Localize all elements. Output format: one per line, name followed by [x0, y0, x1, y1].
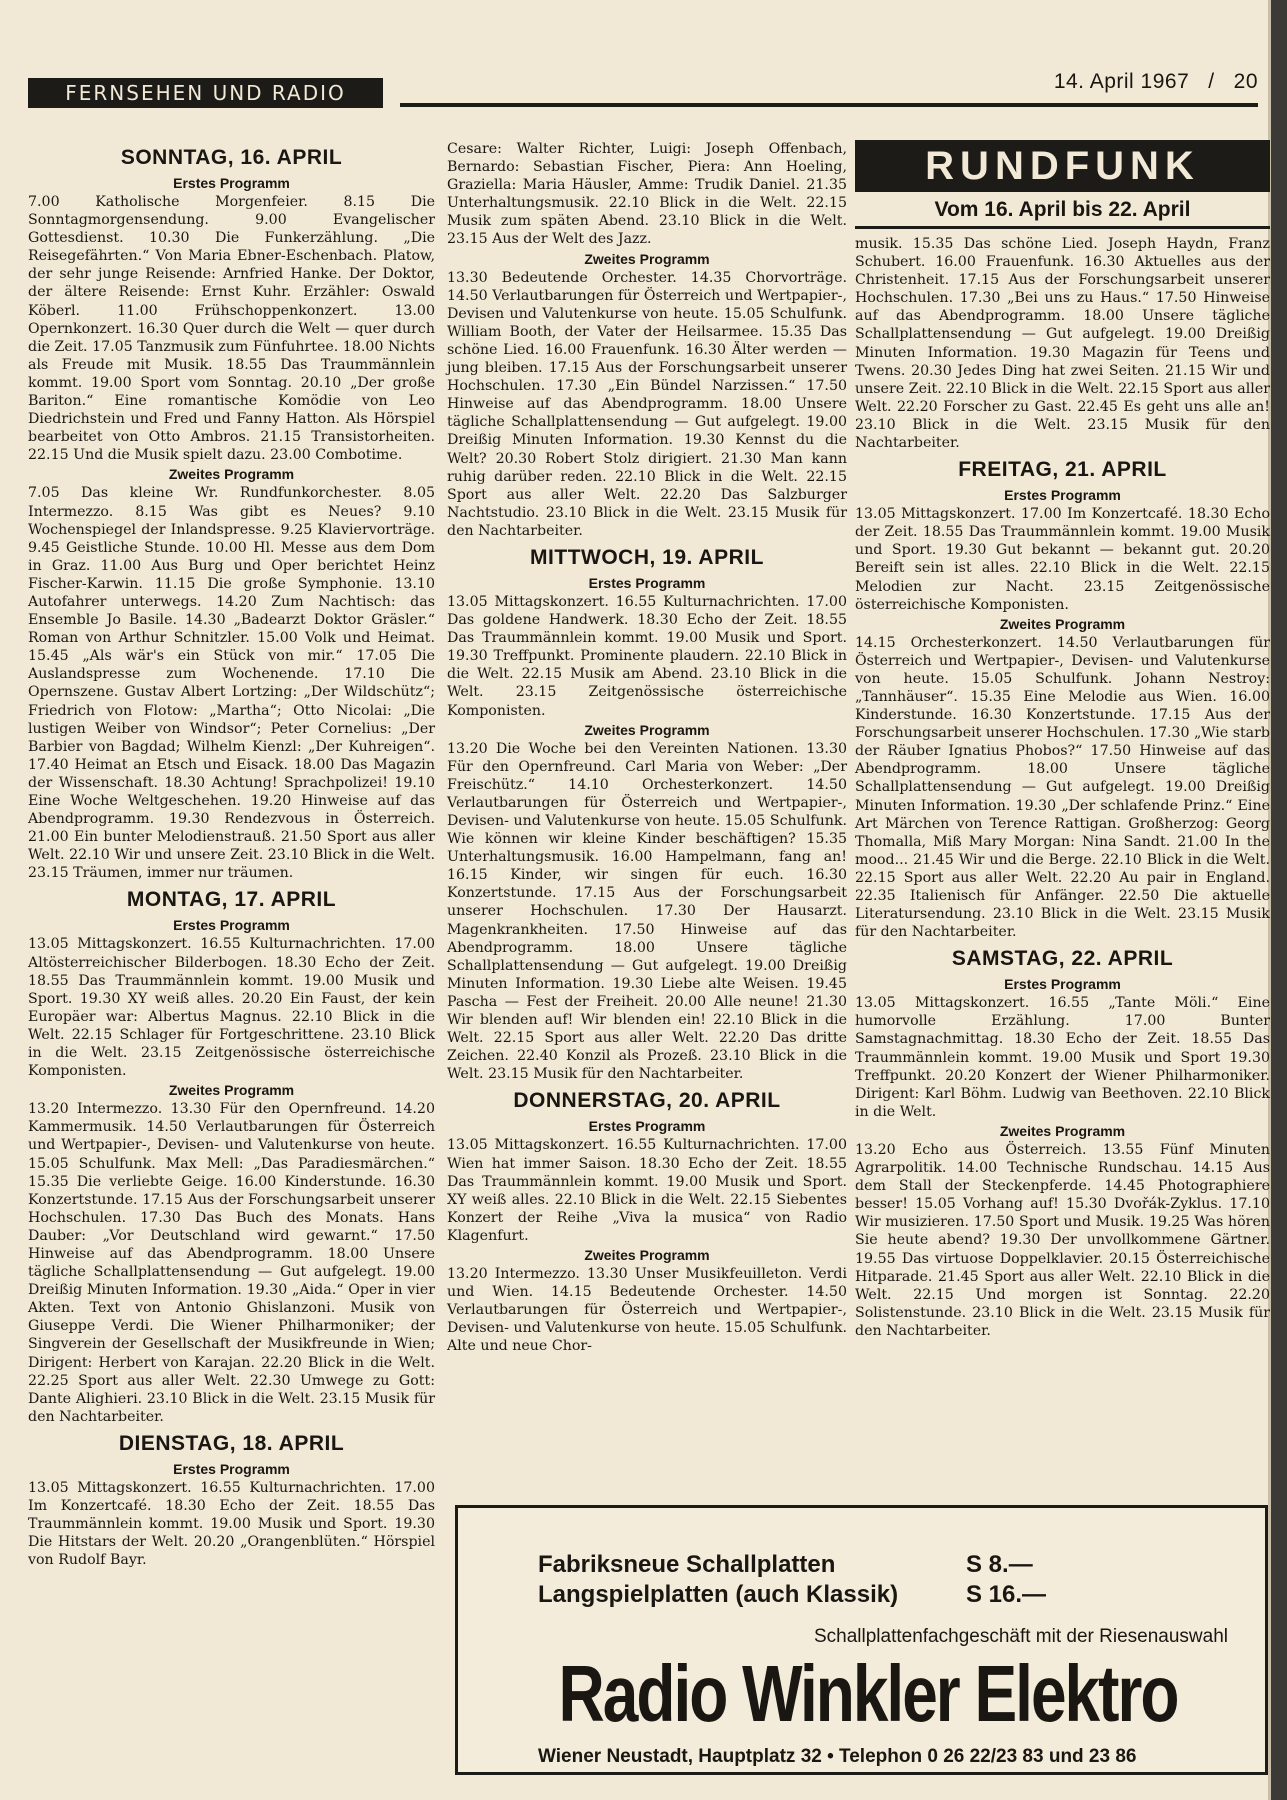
- day-heading-donnerstag: DONNERSTAG, 20. APRIL: [513, 1089, 781, 1113]
- program-label: Erstes Programm: [173, 917, 290, 934]
- program-label: Erstes Programm: [1004, 487, 1121, 504]
- program-label: Zweites Programm: [999, 615, 1126, 632]
- day-heading-samstag: SAMSTAG, 22. APRIL: [951, 947, 1174, 971]
- issue-date: 14. April 1967: [1053, 70, 1190, 93]
- program-label: Erstes Programm: [173, 1460, 290, 1477]
- ad-tagline: Schallplattenfachgeschäft mit der Riesenauswahl: [813, 1626, 1228, 1647]
- page-edge: [1271, 0, 1287, 1800]
- column-1: [28, 140, 435, 1569]
- advertisement: [455, 1505, 1268, 1775]
- program-listing: 13.20 Intermezzo. 13.30 Für den Opernfreund. 14.20 Kammermusik. 14.50 Verlautbarungen für Österreich und Wertpapier-, Devisen- und Valutenkurse von heute. 15.05 Schulfunk. Max Mell: „Das Paradiesmärchen.“ 15.35 Die verliebte Geige. 16.00 Kinderstunde. 16.30 Konzertstunde. 17.15 Aus der Forschungsarbeit unserer Hochschulen. 17.30 Das Buch des Monats. Hans Dauber: „Vor Deutschland wird gewarnt.“ 17.50 Hinweise auf das Abendprogramm. 18.00 Unsere tägliche Schallplattensendung — Gut aufgelegt. 19.00 Dreißig Minuten Information. 19.30 „Aida.“ Oper in vier Akten. Text von Antonio Ghislanzoni. Musik von Giuseppe Verdi. Die Wiener Philharmoniker; der Singverein der Gesellschaft der Musikfreunde in Wien; Dirigent: Herbert von Karajan. 22.20 Blick in die Welt. 22.25 Sport aus aller Welt. 22.30 Umwege zu Gott: Dante Alighieri. 23.10 Blick in die Welt. 23.15 Musik für den Nachtarbeiter.: [28, 1101, 435, 1425]
- program-listing: 7.00 Katholische Morgenfeier. 8.15 Die Sonntagmorgensendung. 9.00 Evangelischer Gottesdienst. 10.30 Die Funkerzählung. „Die Reisegefährten.“ Von Maria Ebner-Eschenbach. Platow, der sehr junge Reisende: Arnfried Hanke. Der Doktor, der ältere Reisende: Ernst Kuhr. Erzähler: Oswald Köberl. 11.00 Frühschoppenkonzert. 13.00 Opernkonzert. 16.30 Quer durch die Welt — quer durch die Zeit. 17.05 Tanzmusik zum Fünfuhrtee. 18.00 Nichts als Freude mit Musik. 18.55 Das Traummännlein kommt. 19.00 Sport vom Sonntag. 20.10 „Der große Bariton.“ Eine romantische Komödie von Leo Diedrichstein und Fred und Fanny Hatton. Als Hörspiel bearbeitet von Otto Ambros. 21.15 Transistorheiten. 22.15 Und die Musik spielt dazu. 23.00 Combotime.: [28, 194, 435, 464]
- program-label: Erstes Programm: [588, 1118, 706, 1135]
- ad-line-lp: Langspielplatten (auch Klassik): [538, 1581, 899, 1608]
- rundfunk-title: RUNDFUNK: [855, 140, 1270, 192]
- day-heading-freitag: FREITAG, 21. APRIL: [958, 458, 1167, 482]
- program-listing: 13.20 Die Woche bei den Vereinten Nationen. 13.30 Für den Opernfreund. Carl Maria von Weber: „Der Freischütz.“ 14.10 Orchesterkonzert. 14.50 Verlautbarungen für Österreich und Wertpapier-, Devisen- und Valutenkurse von heute. 15.05 Schulfunk. Wie können wir kleine Kinder beschäftigen? 15.35 Unterhaltungsmusik. 16.00 Hampelmann, fang an! 16.15 Kinder, wir singen für euch. 16.30 Konzertstunde. 17.15 Aus der Forschungsarbeit unserer Hochschulen. 17.30 Der Hausarzt. Magenkrankheiten. 17.50 Hinweise auf das Abendprogramm. 18.00 Unsere tägliche Schallplattensendung — Gut aufgelegt. 19.00 Dreißig Minuten Information. 19.30 Liebe alte Weisen. 19.45 Pascha — Fest der Freiheit. 20.00 Alle neune! 21.30 Wir blenden auf! Wir blenden ein! 22.10 Blick in die Welt. 22.15 Sport aus aller Welt. 22.20 Das dritte Zeichen. 22.40 Konzil als Prozeß. 23.10 Blick in die Welt. 23.15 Musik für den Nachtarbeiter.: [447, 740, 847, 1083]
- ad-address: Wiener Neustadt, Hauptplatz 32 • Telephon 0 26 22/23 83 und 23 86: [538, 1746, 1137, 1767]
- ad-store-name: Radio Winkler Elektro: [558, 1648, 1178, 1739]
- header-rule: [400, 103, 1258, 107]
- rundfunk-subtitle: Vom 16. April bis 22. April: [934, 198, 1191, 221]
- program-label: Erstes Programm: [588, 574, 706, 591]
- day-heading-mittwoch: MITTWOCH, 19. APRIL: [530, 545, 764, 569]
- rundfunk-rule: [855, 226, 1270, 229]
- program-listing: 13.05 Mittagskonzert. 17.00 Im Konzertcafé. 18.30 Echo der Zeit. 18.55 Das Traummännlein kommt. 19.00 Musik und Sport. 19.30 Gut bekannt — bekannt gut. 20.20 Bereift sein ist alles. 22.10 Blick in die Welt. 22.15 Melodien zur Nacht. 23.15 Zeitgenössische österreichische Komponisten.: [855, 506, 1270, 613]
- page-number: 20: [1233, 70, 1258, 93]
- program-listing: 13.05 Mittagskonzert. 16.55 Kulturnachrichten. 17.00 Wien hat immer Saison. 18.30 Echo der Zeit. 18.55 Das Traummännlein kommt. 19.00 Musik und Sport. XY weiß alles. 22.10 Blick in die Welt. 22.15 Siebentes Konzert der Reihe „Viva la musica“ von Radio Klagenfurt.: [447, 1137, 847, 1244]
- program-listing: 13.05 Mittagskonzert. 16.55 Kulturnachrichten. 17.00 Das goldene Handwerk. 18.30 Echo der Zeit. 18.55 Das Traummännlein kommt. 19.00 Musik und Sport. 19.30 Treffpunkt. Prominente plaudern. 22.10 Blick in die Welt. 22.15 Musik am Abend. 23.10 Blick in die Welt. 23.15 Zeitgenössische österreichische Komponisten.: [447, 593, 847, 719]
- ad-price-records: S 8.—: [966, 1551, 1033, 1578]
- column-3: [855, 140, 1270, 1340]
- program-listing: 13.05 Mittagskonzert. 16.55 „Tante Möli.“ Eine humorvolle Erzählung. 17.00 Bunter Samstagnachmittag. 18.30 Echo der Zeit. 18.55 Das Traummännlein kommt. 19.00 Musik und Sport 19.30 Treffpunkt. 20.20 Konzert der Wiener Philharmoniker. Dirigent: Karl Böhm. Ludwig van Beethoven. 22.10 Blick in die Welt.: [855, 995, 1270, 1120]
- program-label: Zweites Programm: [584, 1246, 710, 1263]
- section-label: FERNSEHEN UND RADIO: [28, 78, 383, 108]
- program-label: Erstes Programm: [1004, 976, 1121, 993]
- program-listing: 13.05 Mittagskonzert. 16.55 Kulturnachrichten. 17.00 Altösterreichischer Bilderbogen. 18.30 Echo der Zeit. 18.55 Das Traummännlein kommt. 19.00 Musik und Sport. 19.30 XY weiß alles. 20.20 Ein Faust, der kein Europäer war: Albertus Magnus. 22.10 Blick in die Welt. 22.15 Schlager für Fortgeschrittene. 23.10 Blick in die Welt. 23.15 Zeitgenössische österreichische Komponisten.: [28, 936, 435, 1080]
- day-heading-sonntag: SONNTAG, 16. APRIL: [120, 146, 343, 169]
- publication-line: [1000, 70, 1258, 94]
- program-listing: 13.05 Mittagskonzert. 16.55 Kulturnachrichten. 17.00 Im Konzertcafé. 18.30 Echo der Zeit. 18.55 Das Traummännlein kommt. 19.00 Musik und Sport. 19.30 Die Hitstars der Welt. 20.20 „Orangenblüten.“ Hörspiel von Rudolf Bayr.: [28, 1479, 435, 1569]
- day-heading-montag: MONTAG, 17. APRIL: [126, 888, 337, 912]
- program-label: Zweites Programm: [584, 721, 710, 738]
- program-listing: Cesare: Walter Richter, Luigi: Joseph Offenbach, Bernardo: Sebastian Fischer, Piera: Ann Hoeling, Graziella: Maria Häusler, Amme: Trudik Daniel. 21.35 Unterhaltungsmusik. 22.10 Blick in die Welt. 22.15 Musik zum späten Abend. 23.10 Blick in die Welt. 23.15 Aus der Welt des Jazz.: [447, 141, 847, 248]
- program-label: Erstes Programm: [173, 175, 290, 191]
- ad-price-lp: S 16.—: [966, 1581, 1047, 1608]
- program-label: Zweites Programm: [584, 250, 710, 267]
- day-heading-dienstag: DIENSTAG, 18. APRIL: [118, 1431, 345, 1455]
- column-2: [447, 140, 847, 1355]
- program-label: Zweites Programm: [999, 1122, 1126, 1139]
- program-listing: 7.05 Das kleine Wr. Rundfunkorchester. 8.05 Intermezzo. 8.15 Was gibt es Neues? 9.10 Wochenspiegel der Inlandspresse. 9.25 Klaviervorträge. 9.45 Geistliche Stunde. 10.00 Hl. Messe aus dem Dom in Graz. 11.00 Aus Burg und Oper berichtet Heinz Fischer-Karwin. 11.15 Die große Symphonie. 13.10 Autofahrer unterwegs. 14.20 Zum Nachtisch: das Ensemble Jo Basile. 14.30 „Badearzt Doktor Gräsler.“ Roman von Arthur Schnitzler. 15.00 Volk und Heimat. 15.45 „Als wär's ein Stück von mir.“ 17.05 Die Auslandspresse zum Wochenende. 17.10 Die Opernszene. Gustav Albert Lortzing: „Der Wildschütz“; Friedrich von Flotow: „Martha“; Otto Nicolai: „Die lustigen Weiber von Windsor“; Peter Cornelius: „Der Barbier von Bagdad; Wilhelm Kienzl: „Der Kuhreigen“. 17.40 Heimat an Etsch und Eisack. 18.00 Das Magazin der Wissenschaft. 18.30 Achtung! Sprachpolizei! 19.10 Eine Woche Weltgeschehen. 19.20 Hinweise auf das Abendprogramm. 19.30 Rendezvous in Österreich. 21.00 Ein bunter Melodienstrauß. 21.50 Sport aus aller Welt. 22.10 Wir und unsere Zeit. 23.10 Blick in die Welt. 23.15 Träumen, immer nur träumen.: [28, 485, 435, 882]
- program-listing: musik. 15.35 Das schöne Lied. Joseph Haydn, Franz Schubert. 16.00 Frauenfunk. 16.30 Aktuelles aus der Christenheit. 17.15 Aus der Forschungsarbeit unserer Hochschulen. 17.30 „Bei uns zu Haus.“ 17.50 Hinweise auf das Abendprogramm. 18.00 Unsere tägliche Schallplattensendung — Gut aufgelegt. 19.00 Dreißig Minuten Information. 19.30 Magazin für Teens und Twens. 20.30 Jedes Ding hat zwei Seiten. 21.15 Wir und unsere Zeit. 22.10 Blick in die Welt. 22.15 Sport aus aller Welt. 22.20 Forscher zu Gast. 22.45 Es geht uns alle an! 23.10 Blick in die Welt. 23.15 Musik für den Nachtarbeiter.: [855, 236, 1270, 452]
- program-label: Zweites Programm: [168, 1082, 295, 1099]
- separator: /: [1208, 70, 1215, 93]
- program-label: Zweites Programm: [168, 466, 295, 483]
- ad-line-records: Fabriksneue Schallplatten: [538, 1551, 836, 1578]
- program-listing: 13.20 Intermezzo. 13.30 Unser Musikfeuilleton. Verdi und Wien. 14.15 Bedeutende Orchester. 14.50 Verlautbarungen für Österreich und Wertpapier-, Devisen- und Valutenkurse von heute. 15.05 Schulfunk. Alte und neue Chor-: [447, 1265, 847, 1355]
- program-listing: 13.20 Echo aus Österreich. 13.55 Fünf Minuten Agrarpolitik. 14.00 Technische Rundschau. 14.15 Aus dem Stall der Steckenpferde. 14.45 Photographiere besser! 15.05 Vorhang auf! 15.30 Dvořák-Zyklus. 17.10 Wir musizieren. 17.50 Sport und Musik. 19.25 Was hören Sie heute abend? 19.30 Der unvollkommene Gärtner. 19.55 Das virtuose Doppelklavier. 20.15 Österreichische Hitparade. 21.45 Sport aus aller Welt. 22.10 Blick in die Welt. 22.15 Und morgen ist Sonntag. 22.20 Solistenstunde. 23.10 Blick in die Welt. 23.15 Musik für den Nachtarbeiter.: [855, 1141, 1270, 1339]
- program-listing: 14.15 Orchesterkonzert. 14.50 Verlautbarungen für Österreich und Wertpapier-, Devisen- und Valutenkurse von heute. 15.05 Schulfunk. Johann Nestroy: „Tannhäuser“. 15.35 Eine Melodie aus Wien. 16.00 Kinderstunde. 16.30 Konzertstunde. 17.15 Aus der Forschungsarbeit unserer Hochschulen. 17.30 „Wie starb der Räuber Ignatius Phobos?“ 17.50 Hinweise auf das Abendprogramm. 18.00 Unsere tägliche Schallplattensendung — Gut aufgelegt. 19.00 Dreißig Minuten Information. 19.30 „Der schlafende Prinz.“ Eine Art Märchen von Terence Rattigan. Großherzog: Georg Thomalla, Miß Mary Morgan: Nina Sandt. 21.00 In the mood... 21.45 Wir und die Berge. 22.10 Blick in die Welt. 22.15 Sport aus aller Welt. 22.20 Au pair in England. 22.35 Italienisch für Anfänger. 22.50 Die aktuelle Literatursendung. 23.10 Blick in die Welt. 23.15 Musik für den Nachtarbeiter.: [855, 634, 1270, 941]
- program-listing: 13.30 Bedeutende Orchester. 14.35 Chorvorträge. 14.50 Verlautbarungen für Österreich und Wertpapier-, Devisen und Valutenkurse von heute. 15.05 Schulfunk. William Booth, der Vater der Heilsarmee. 15.35 Das schöne Lied. 16.00 Frauenfunk. 16.30 Älter werden — jung bleiben. 17.15 Aus der Forschungsarbeit unserer Hochschulen. 17.30 „Ein Bündel Narzissen.“ 17.50 Hinweise auf das Abendprogramm. 18.00 Unsere tägliche Schallplattensendung — Gut aufgelegt. 19.00 Dreißig Minuten Information. 19.30 Kennst du die Welt? 20.30 Robert Stolz dirigiert. 21.30 Man kann ruhig darüber reden. 22.10 Blick in die Welt. 22.15 Sport aus aller Welt. 22.20 Das Salzburger Nachtstudio. 23.10 Blick in die Welt. 23.15 Musik für den Nachtarbeiter.: [447, 269, 847, 539]
